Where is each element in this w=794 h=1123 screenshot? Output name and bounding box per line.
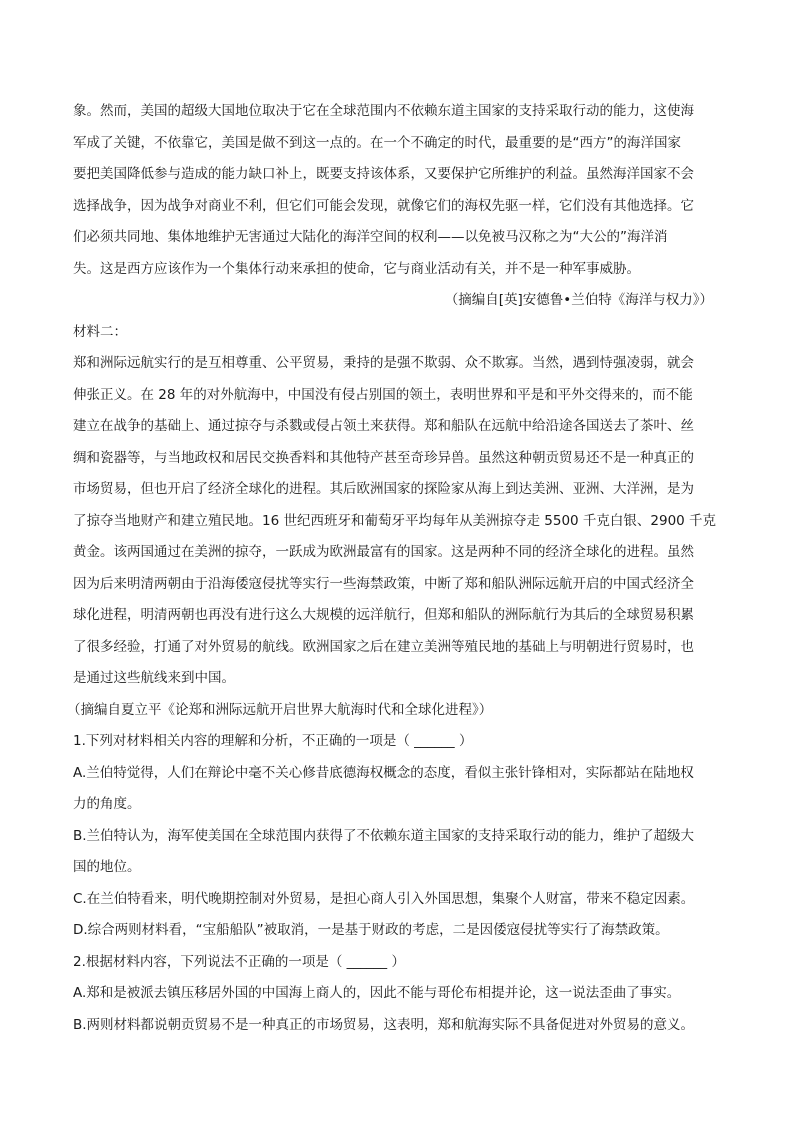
material2-source: （摘编自夏立平《论郑和洲际远航开启世界大航海时代和全球化进程》） (67, 701, 493, 718)
text-line: 球化进程，明清两朝也再没有进行这么大规模的远洋航行，但郑和船队的洲际航行为其后的全球贸易积累 (73, 607, 694, 623)
text-line: 们必须共同地、集体地维护无害通过大陆化的海洋空间的权利——以免被马汉称之为“大公的”海洋消 (73, 229, 668, 245)
option-line: C.在兰伯特看来，明代晚期控制对外贸易，是担心商人引入外国思想，集聚个人财富，带来不稳定因素。 (73, 890, 695, 907)
option-line: B.两则材料都说朝贡贸易不是一种真正的市场贸易，这表明，郑和航海实际不具备促进对外贸易的意义。 (73, 1016, 695, 1033)
option-line: B.兰伯特认为，海军使美国在全球范围内获得了不依赖东道主国家的支持采取行动的能力，维护了超级大 (73, 827, 695, 844)
material2-body (73, 348, 721, 695)
option-line: 力的角度。 (73, 796, 141, 812)
text-line: 失。这是西方应该作为一个集体行动来承担的使命，它与商业活动有关，并不是一种军事威胁。 (73, 260, 640, 277)
question-1 (73, 726, 721, 947)
text-line: 黄金。该两国通过在美洲的掠夺，一跃成为欧洲最富有的国家。这是两种不同的经济全球化的进程。虽然 (73, 544, 694, 560)
text-line: 选择战争，因为战争对商业不利，但它们可能会发现，就像它们的海权先驱一样，它们没有其他选择。它 (73, 197, 694, 214)
text-line: 建立在战争的基础上、通过掠夺与杀戮或侵占领土来获得。郑和船队在远航中给沿途各国送去了茶叶、丝 (73, 418, 694, 434)
material1-body (73, 96, 721, 285)
text-line: 伸张正义。在 28 年的对外航海中，中国没有侵占别国的领土，表明世界和平是和平外交得来的，而不能 (73, 386, 693, 403)
text-line: 市场贸易，但也开启了经济全球化的进程。其后欧洲国家的探险家从海上到达美洲、亚洲、大洋洲，是为 (73, 481, 694, 497)
question-stem: 1.下列对材料相关内容的理解和分析，不正确的一项是（ ______ ） (73, 733, 473, 749)
text-line: 了掠夺当地财产和建立殖民地。16 世纪西班牙和葡萄牙平均每年从美洲掠夺走 5500 千克白银、2900 千克 (73, 512, 717, 529)
text-line: 郑和洲际远航实行的是互相尊重、公平贸易，秉持的是强不欺弱、众不欺寡。当然，遇到恃强凌弱，就会 (73, 355, 694, 371)
question-stem: 2.根据材料内容，下列说法不正确的一项是（ ______ ） (73, 953, 405, 970)
question-2 (73, 947, 721, 1042)
option-line: 国的地位。 (73, 859, 141, 875)
option-line: A.兰伯特觉得，人们在辩论中毫不关心修昔底德海权概念的态度，看似主张针锋相对，实际都站在陆地权 (73, 764, 694, 781)
text-line: 象。然而，美国的超级大国地位取决于它在全球范围内不依赖东道主国家的支持采取行动的能力，这使海 (73, 103, 694, 119)
text-line: 是通过这些航线来到中国。 (73, 670, 235, 686)
text-line: 了很多经验，打通了对外贸易的航线。欧洲国家之后在建立美洲等殖民地的基础上与明朝进行贸易时，也 (73, 638, 694, 655)
text-line: 要把美国降低参与造成的能力缺口补上，既要支持该体系，又要保护它所维护的利益。虽然海洋国家不会 (73, 166, 694, 182)
document-page (67, 96, 721, 1041)
option-line: D.综合两则材料看，“宝船船队”被取消，一是基于财政的考虑，二是因倭寇侵扰等实行了海禁政策。 (73, 922, 669, 938)
material1-source: （摘编自[英]安德鲁•兰伯特《海洋与权力》） (444, 292, 713, 308)
option-line: A.郑和是被派去镇压移居外国的中国海上商人的，因此不能与哥伦布相提并论，这一说法歪曲了事实。 (73, 985, 681, 1001)
text-line: 因为后来明清两朝由于沿海倭寇侵扰等实行一些海禁政策，中断了郑和船队洲际远航开启的中国式经济全 (73, 575, 694, 592)
text-line: 军成了关键，不依靠它，美国是做不到这一点的。在一个不确定的时代，最重要的是“西方”的海洋国家 (73, 134, 681, 151)
material2-heading: 材料二： (73, 323, 127, 340)
text-line: 绸和瓷器等，与当地政权和居民交换香料和其他特产甚至奇珍异兽。虽然这种朝贡贸易还不是一种真正的 (73, 449, 694, 466)
